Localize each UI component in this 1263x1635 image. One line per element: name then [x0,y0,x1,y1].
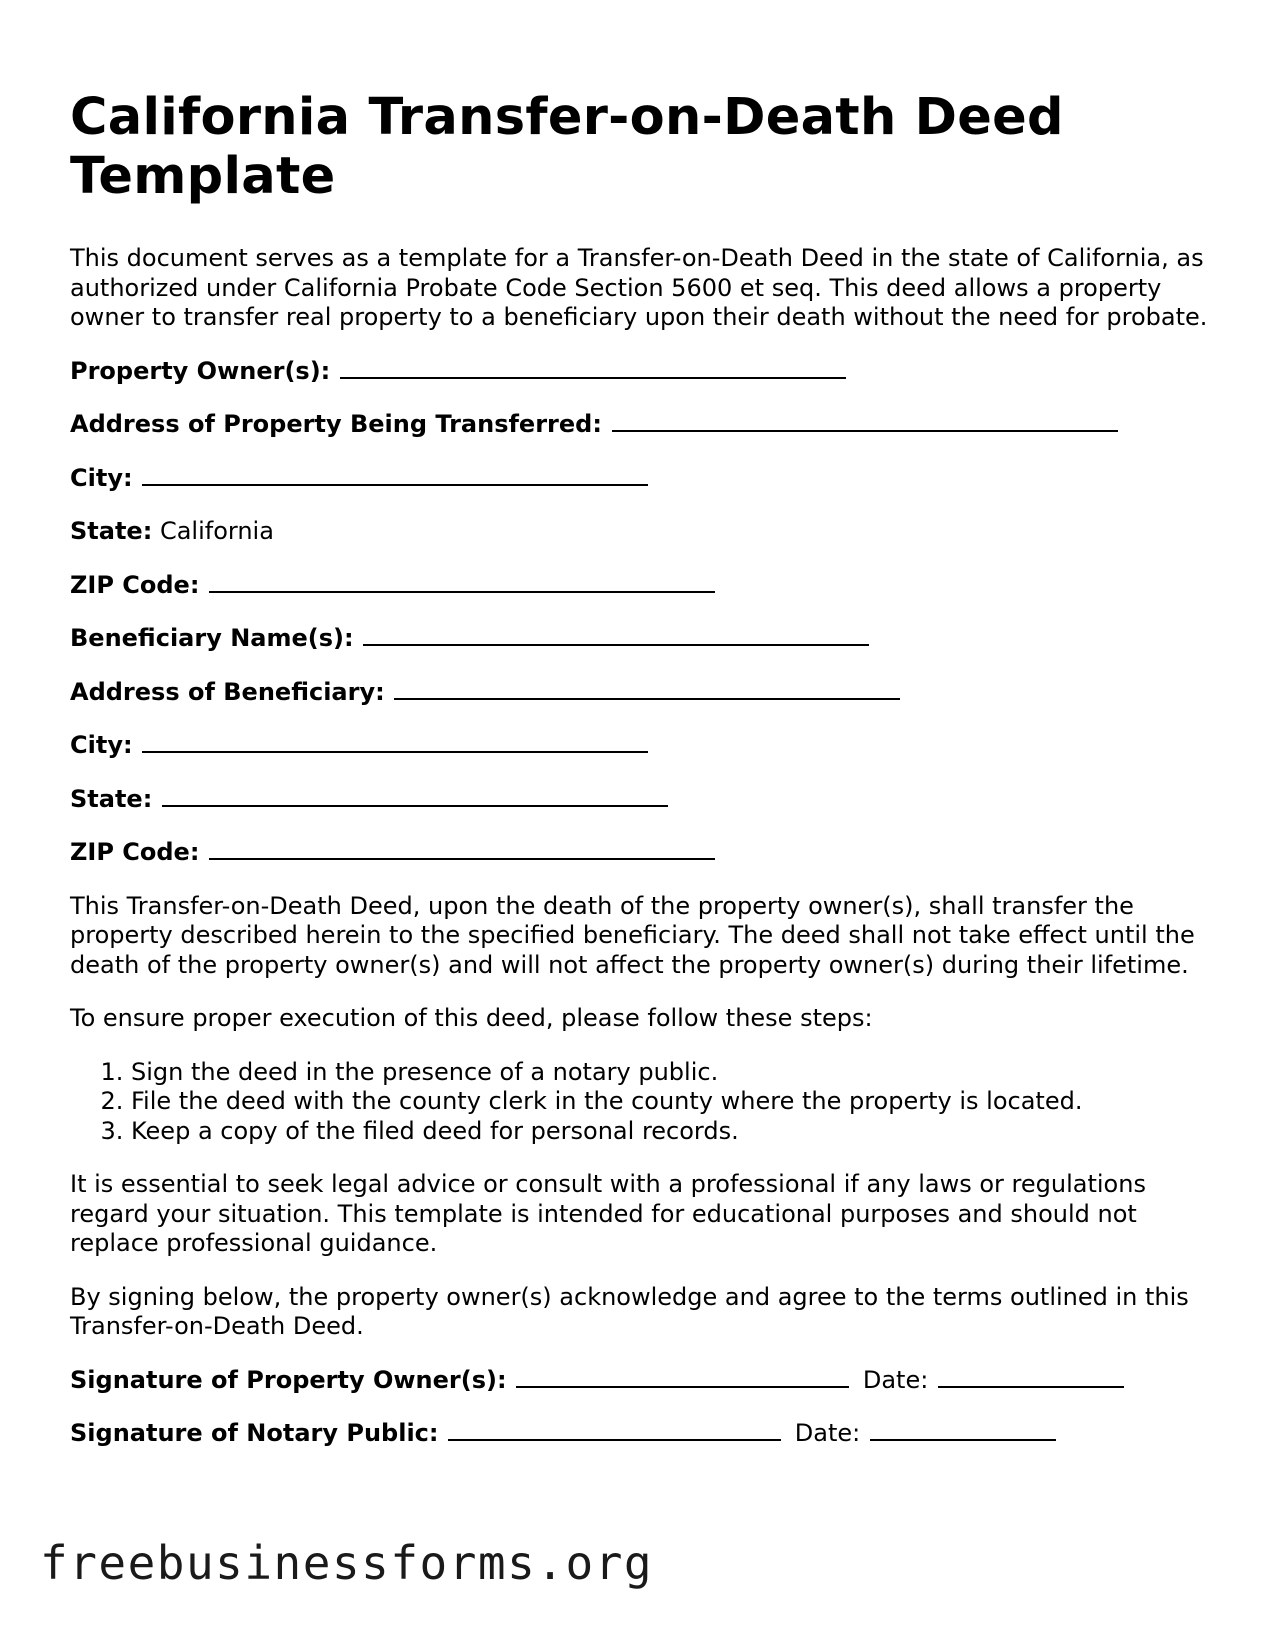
property-zip-blank[interactable] [209,571,715,593]
notary-date-blank[interactable] [870,1419,1056,1441]
field-label: Address of Beneficiary: [70,677,385,706]
owner-signature-row [70,1366,1210,1396]
beneficiary-address-blank[interactable] [394,678,900,700]
property-address-blank[interactable] [612,410,1118,432]
beneficiary-state-blank[interactable] [162,785,668,807]
acknowledgement-paragraph: By signing below, the property owner(s) acknowledge and agree to the terms outlined in this Transfer-on-Death Deed. [70,1282,1189,1340]
field-property-address [70,410,1210,440]
document-title: California Transfer-on-Death Deed Template [70,88,1064,206]
owner-date-blank[interactable] [938,1366,1124,1388]
list-item: 2. File the deed with the county clerk in the county where the property is located. [131,1087,1210,1117]
field-property-owner [70,357,1210,387]
field-beneficiary-state [70,785,1210,815]
field-label: City: [70,731,133,759]
property-owner-blank[interactable] [340,357,846,379]
notary-signature-label: Signature of Notary Public: [70,1419,439,1447]
notary-signature-blank[interactable] [448,1419,781,1441]
field-label: State: [70,517,153,545]
field-label: ZIP Code: [70,838,200,866]
list-item: 3. Keep a copy of the filed deed for personal records. [131,1117,1210,1147]
notary-signature-row [70,1419,1210,1449]
effect-paragraph: This Transfer-on-Death Deed, upon the death of the property owner(s), shall transfer the property described herein to the specified beneficiary. The deed shall not take effect until the death of the property owner(s) and will not affect the property owner(s) during their lifetime. [70,891,1195,979]
property-state-value: California [159,517,274,545]
field-property-city [70,464,1210,494]
beneficiary-name-blank[interactable] [363,624,869,646]
beneficiary-city-blank[interactable] [142,731,648,753]
field-property-state [70,517,1210,547]
field-label: State: [70,784,153,813]
field-beneficiary-city [70,731,1210,761]
site-watermark: freebusinessforms.org [40,1536,654,1590]
field-beneficiary-address [70,678,1210,708]
field-property-zip [70,571,1210,601]
beneficiary-zip-blank[interactable] [209,838,715,860]
steps-list [70,1058,1210,1147]
field-label: Address of Property Being Transferred: [70,410,602,438]
date-label: Date: [862,1365,929,1394]
field-beneficiary-name [70,624,1210,654]
date-label: Date: [794,1419,861,1447]
field-label: ZIP Code: [70,570,200,599]
owner-signature-label: Signature of Property Owner(s): [70,1365,507,1394]
owner-signature-blank[interactable] [516,1366,849,1388]
intro-paragraph: This document serves as a template for a Transfer-on-Death Deed in the state of California, as authorized under California Probate Code Section 5600 et seq. This deed allows a property owner to transfer real property to a beneficiary upon their death without the need for probate. [70,244,1208,331]
list-item: 1. Sign the deed in the presence of a notary public. [131,1058,1210,1088]
field-label: Property Owner(s): [70,356,331,385]
document-page [70,88,1210,1473]
property-city-blank[interactable] [142,464,648,486]
field-label: Beneficiary Name(s): [70,624,354,652]
field-beneficiary-zip [70,838,1210,868]
steps-intro: To ensure proper execution of this deed, please follow these steps: [70,1004,873,1032]
advice-paragraph: It is essential to seek legal advice or consult with a professional if any laws or regulations regard your situation. This template is intended for educational purposes and should not replace professional guidance. [70,1170,1146,1257]
field-label: City: [70,463,133,492]
